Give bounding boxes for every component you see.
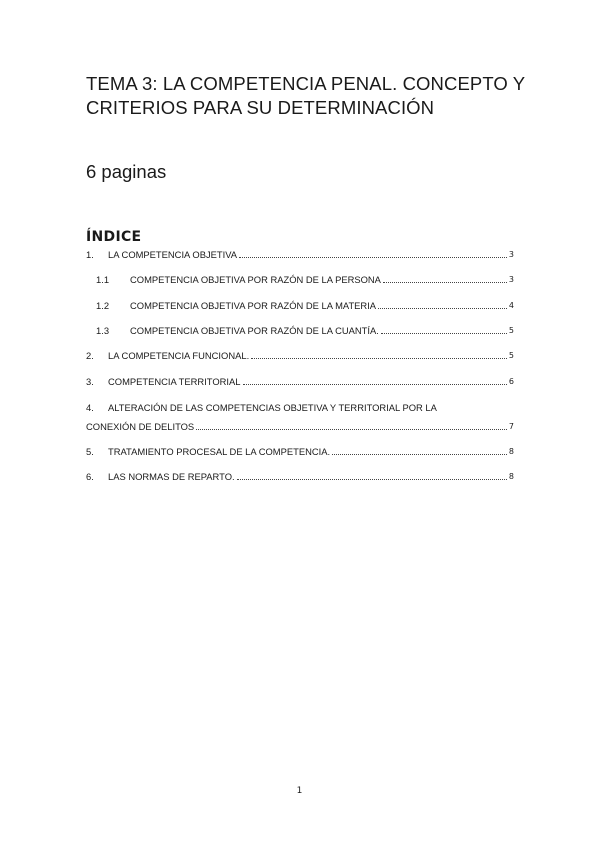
dot-leader [332, 453, 507, 455]
toc-entry-page: 8 [508, 472, 514, 481]
toc-entry-1-2[interactable] [96, 299, 514, 312]
toc-entry-label: COMPETENCIA OBJETIVA POR RAZÓN DE LA CUANTÍA. [130, 325, 379, 336]
toc-entry-number: 4. [86, 402, 94, 413]
toc-entry-page: 8 [508, 447, 514, 456]
toc-entry-number: 2. [86, 350, 94, 361]
toc-entry-1-3[interactable] [96, 324, 514, 337]
toc-entry-label: COMPETENCIA TERRITORIAL [108, 376, 241, 387]
toc-entry-label: COMPETENCIA OBJETIVA POR RAZÓN DE LA PERSONA [130, 274, 381, 285]
toc-entry-line-2 [86, 420, 514, 433]
toc-entry-page: 7 [508, 422, 514, 431]
toc-entry-label-continued: CONEXIÓN DE DELITOS [86, 421, 195, 432]
toc-entry-number: 3. [86, 376, 94, 387]
toc-heading: ÍNDICE [86, 229, 142, 245]
toc-entry-label: LA COMPETENCIA FUNCIONAL. [108, 350, 250, 361]
toc-entry-label: COMPETENCIA OBJETIVA POR RAZÓN DE LA MATERIA [130, 300, 377, 311]
dot-leader [378, 307, 507, 309]
toc-entry-page: 5 [508, 326, 514, 335]
toc-entry-number: 1.3 [96, 325, 110, 336]
toc-entry-label: LA COMPETENCIA OBJETIVA [108, 249, 238, 260]
toc-entry-1[interactable] [86, 248, 514, 261]
dot-leader [383, 281, 507, 283]
toc-entry-number: 5. [86, 446, 94, 457]
dot-leader [251, 357, 507, 359]
dot-leader [196, 428, 507, 430]
toc-entry-2[interactable] [86, 349, 514, 362]
toc-entry-number: 1. [86, 249, 94, 260]
toc-entry-4[interactable] [86, 401, 514, 433]
toc-entry-3[interactable] [86, 375, 514, 388]
document-title: TEMA 3: LA COMPETENCIA PENAL. CONCEPTO Y CRITERIOS PARA SU DETERMINACIÓN [86, 73, 525, 118]
toc-entry-page: 6 [508, 377, 514, 386]
toc-entry-5[interactable] [86, 445, 514, 458]
page-number: 1 [296, 786, 303, 796]
toc-entry-number: 1.1 [96, 274, 110, 285]
toc-entry-number: 1.2 [96, 300, 110, 311]
toc-entry-line-1 [86, 401, 514, 414]
toc-entry-number: 6. [86, 471, 94, 482]
dot-leader [239, 256, 507, 258]
toc-entry-page: 5 [508, 351, 514, 360]
dot-leader [381, 332, 507, 334]
toc-entry-page: 3 [508, 275, 514, 284]
dot-leader [243, 383, 507, 385]
toc-entry-label: ALTERACIÓN DE LAS COMPETENCIAS OBJETIVA Y TERRITORIAL POR LA [108, 402, 437, 413]
toc-entry-6[interactable] [86, 470, 514, 483]
toc-entry-label: LAS NORMAS DE REPARTO. [108, 471, 235, 482]
toc-entry-page: 3 [508, 250, 514, 259]
toc-entry-page: 4 [508, 301, 514, 310]
toc-entry-label: TRATAMIENTO PROCESAL DE LA COMPETENCIA. [108, 446, 331, 457]
page-count-subtitle: 6 paginas [86, 161, 167, 182]
dot-leader [237, 478, 507, 480]
toc-entry-1-1[interactable] [96, 273, 514, 286]
